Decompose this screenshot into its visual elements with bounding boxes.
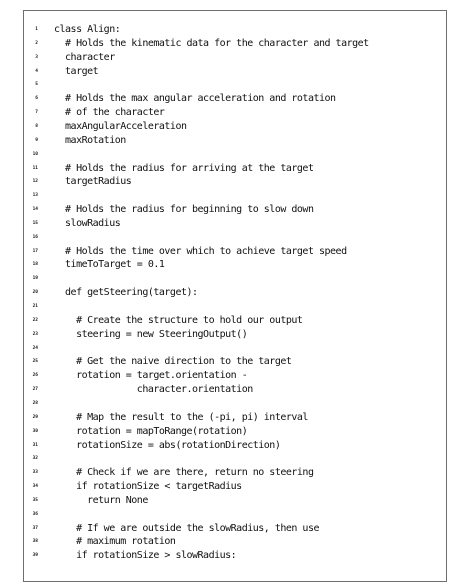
code-line: timeToTarget = 0.1 — [54, 259, 165, 271]
line-number: 29 — [32, 414, 38, 420]
code-line: # Get the naive direction to the target — [54, 356, 292, 368]
line-number: 1 — [35, 27, 38, 32]
code-listing-frame — [23, 10, 447, 582]
code-line: # maximum rotation — [54, 536, 176, 548]
line-number: 21 — [32, 304, 38, 309]
line-number: 15 — [32, 220, 38, 226]
line-number: 19 — [32, 276, 38, 282]
code-line: targetRadius — [54, 176, 132, 188]
line-number: 6 — [35, 96, 38, 102]
line-number: 2 — [35, 40, 38, 46]
code-line: if rotationSize > slowRadius: — [54, 550, 237, 562]
line-number: 27 — [32, 387, 38, 393]
code-line: # Holds the time over which to achieve target speed — [54, 245, 347, 257]
code-line: # Holds the max angular acceleration and rotation — [54, 93, 336, 105]
code-line: # Map the result to the (-pi, pi) interval — [54, 411, 308, 423]
line-number: 35 — [32, 497, 38, 503]
code-line: # Create the structure to hold our output — [54, 314, 303, 326]
line-number: 3 — [35, 54, 38, 60]
code-line: rotation = mapToRange(rotation) — [54, 425, 248, 437]
code-line: # If we are outside the slowRadius, then use — [54, 522, 319, 534]
code-line: rotationSize = abs(rotationDirection) — [54, 439, 281, 451]
code-line: maxRotation — [54, 134, 126, 146]
line-number: 36 — [32, 511, 38, 517]
line-number: 28 — [32, 400, 38, 406]
code-line: rotation = target.orientation - — [54, 370, 248, 382]
code-line: character.orientation — [54, 384, 253, 396]
code-line: maxAngularAcceleration — [54, 120, 187, 132]
line-number: 34 — [32, 484, 38, 490]
line-number: 26 — [32, 373, 38, 379]
code-line: # Check if we are there, return no steering — [54, 467, 314, 479]
line-number: 10 — [32, 151, 38, 157]
line-number: 12 — [32, 179, 38, 185]
code-line: # Holds the radius for arriving at the target — [54, 162, 314, 174]
line-number: 25 — [32, 359, 38, 365]
code-line: if rotationSize < targetRadius — [54, 481, 242, 493]
code-line: return None — [54, 494, 148, 506]
code-line: class Align: — [54, 24, 121, 35]
line-number: 17 — [32, 248, 38, 254]
line-number: 16 — [32, 234, 38, 240]
code-line: # Holds the radius for beginning to slow down — [54, 204, 314, 216]
line-number: 31 — [32, 442, 38, 448]
line-number: 7 — [35, 110, 38, 116]
line-number: 37 — [32, 525, 38, 531]
line-number: 18 — [32, 262, 38, 268]
line-number: 9 — [35, 137, 38, 143]
line-number: 14 — [32, 207, 38, 213]
line-number: 5 — [35, 82, 38, 88]
line-number: 32 — [32, 456, 38, 462]
line-number: 23 — [32, 331, 38, 337]
code-line: def getSteering(target): — [54, 287, 198, 299]
line-number: 38 — [32, 539, 38, 545]
code-line: slowRadius — [54, 217, 121, 229]
code-line: # of the character — [54, 107, 165, 119]
line-number: 20 — [32, 290, 38, 296]
line-number: 8 — [35, 123, 38, 129]
code-line: character — [54, 51, 115, 63]
code-line: # Holds the kinematic data for the character and target — [54, 37, 369, 49]
line-number: 11 — [32, 165, 38, 171]
line-number: 30 — [32, 428, 38, 434]
code-line: target — [54, 65, 99, 77]
line-number: 4 — [35, 68, 38, 74]
line-number: 24 — [32, 345, 38, 351]
line-number: 39 — [32, 553, 38, 559]
code-line: steering = new SteeringOutput() — [54, 328, 248, 340]
line-number: 33 — [32, 470, 38, 476]
line-number: 13 — [32, 193, 38, 199]
line-number: 22 — [32, 317, 38, 323]
